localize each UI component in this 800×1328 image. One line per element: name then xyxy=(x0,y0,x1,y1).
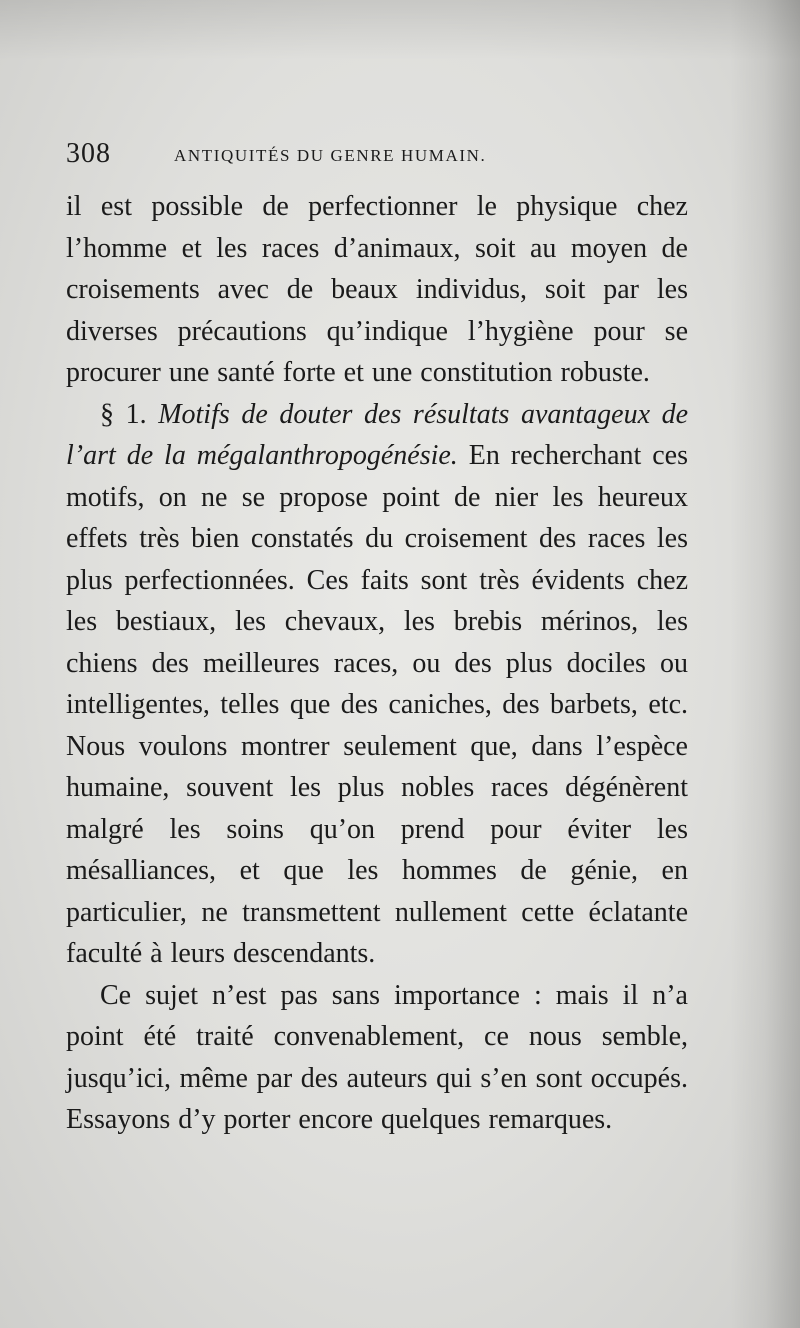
paragraph-continuation: il est possible de perfectionner le physique chez l’homme et les races d’animaux, soit au moyen de croisements avec de beaux individus, soit par les diverses précautions qu’indique l’hygiène pour se procurer une santé forte et une constitution robuste. xyxy=(66,191,688,388)
closing-paragraph: Ce sujet n’est pas sans importance : mais il n’a point été traité convenablement, ce nous semble, jusqu’ici, même par des auteurs qui s’en sont occupés. Essayons d’y porter encore quelques remarques. xyxy=(66,979,688,1135)
section-number: § 1. xyxy=(100,398,147,430)
running-head xyxy=(66,138,706,178)
section-title: Motifs de douter des résultats avantageux de l’art de la mégalanthropogénésie. xyxy=(66,398,689,471)
page-number: 308 xyxy=(66,138,111,169)
section-paragraph xyxy=(66,394,688,975)
page-top-shadow xyxy=(0,0,800,60)
body-text xyxy=(66,186,688,1141)
page-gutter-shadow xyxy=(730,0,800,1328)
section-text: En recherchant ces motifs, on ne se propose point de nier les heureux effets très bien constatés du croisement des races les plus perfectionnées. Ces faits sont très évidents chez les bestiaux, les chevaux, les brebis mérinos, les chiens des meilleures races, ou des plus dociles ou intelligentes, telles que des caniches, des barbets, etc. Nous voulons montrer seulement que, dans l’espèce humaine, souvent les plus nobles races dégénèrent malgré les soins qu’on prend pour éviter les mésalliances, et que les hommes de génie, en particulier, ne transmettent nullement cette éclatante faculté à leurs descendants. xyxy=(66,440,689,969)
running-head-title: ANTIQUITÉS DU GENRE HUMAIN. xyxy=(174,146,487,165)
